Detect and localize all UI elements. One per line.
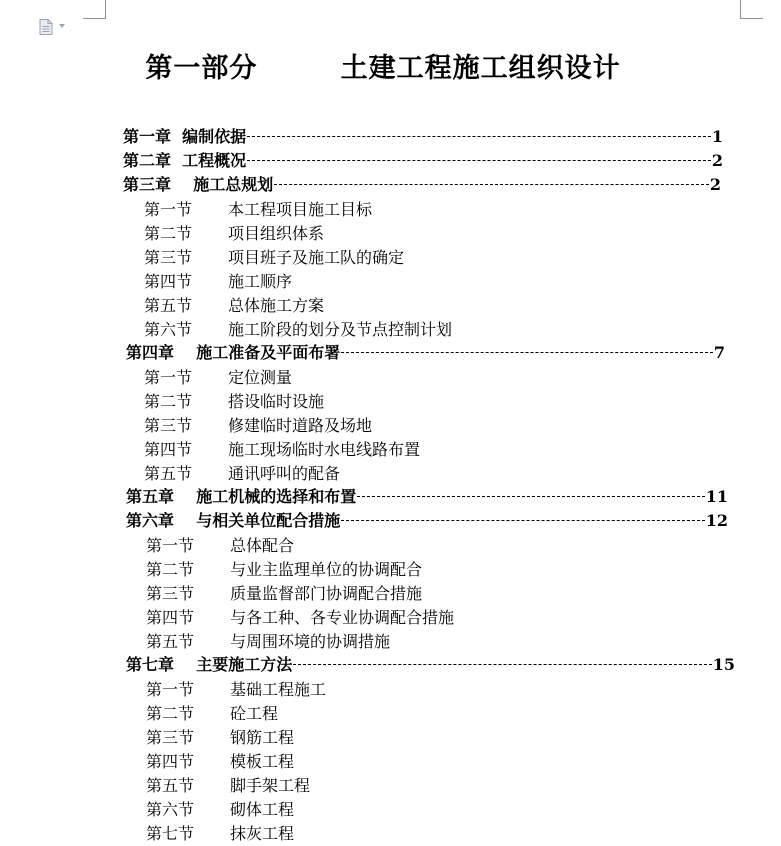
- toc-section-entry[interactable]: [146, 822, 294, 846]
- toc-leader-dashes: [274, 184, 709, 185]
- section-title: 总体配合: [230, 536, 295, 555]
- section-title: 项目组织体系: [228, 224, 325, 243]
- toc-chapter-entry[interactable]: [123, 125, 723, 149]
- toc-leader-dashes: [247, 136, 711, 137]
- toc-chapter-entry[interactable]: [126, 653, 735, 677]
- toc-section-entry[interactable]: [144, 390, 324, 414]
- toc-section-entry[interactable]: [146, 750, 294, 774]
- toc-section-entry[interactable]: [146, 702, 278, 726]
- section-title: 砌体工程: [230, 800, 295, 819]
- page-number: 2: [711, 151, 723, 170]
- section-number: 第二节: [144, 392, 193, 411]
- toc-section-entry[interactable]: [146, 534, 294, 558]
- section-number: 第六节: [146, 800, 195, 819]
- section-number: 第三节: [144, 248, 193, 267]
- toc-leader-dashes: [357, 496, 704, 497]
- section-number: 第五节: [144, 464, 193, 483]
- toc-section-entry[interactable]: [144, 366, 292, 390]
- toc-section-entry[interactable]: [144, 438, 420, 462]
- toc-section-entry[interactable]: [146, 798, 294, 822]
- page-number: 1: [711, 127, 723, 146]
- section-title: 钢筋工程: [230, 728, 295, 747]
- section-number: 第一节: [144, 368, 193, 387]
- toc-chapter-entry[interactable]: [126, 509, 728, 533]
- toc-section-entry[interactable]: [144, 270, 292, 294]
- chapter-title: 第五章 施工机械的选择和布置: [126, 487, 357, 506]
- chapter-title: 第三章 施工总规划: [123, 175, 274, 194]
- section-title: 与各工种、各专业协调配合措施: [230, 608, 455, 627]
- section-number: 第五节: [144, 296, 193, 315]
- toc-leader-dashes: [293, 664, 711, 665]
- section-title: 抹灰工程: [230, 824, 295, 843]
- page-number: 12: [705, 511, 728, 530]
- section-title: 通讯呼叫的配备: [228, 464, 341, 483]
- toc-chapter-entry[interactable]: [126, 341, 725, 365]
- section-number: 第四节: [146, 608, 195, 627]
- toc-section-entry[interactable]: [146, 630, 390, 654]
- toc-leader-dashes: [247, 160, 711, 161]
- toc-section-entry[interactable]: [144, 414, 372, 438]
- section-title: 模板工程: [230, 752, 295, 771]
- page-number: 11: [705, 487, 728, 506]
- chapter-title: 第六章 与相关单位配合措施: [126, 511, 341, 530]
- toc-section-entry[interactable]: [144, 246, 404, 270]
- section-number: 第二节: [144, 224, 193, 243]
- toc-section-entry[interactable]: [144, 462, 340, 486]
- chapter-title: 第二章 工程概况: [123, 151, 247, 170]
- section-title: 总体施工方案: [228, 296, 325, 315]
- section-number: 第五节: [146, 632, 195, 651]
- section-number: 第四节: [146, 752, 195, 771]
- toc-chapter-entry[interactable]: [123, 173, 721, 197]
- section-number: 第七节: [146, 824, 195, 843]
- toc-section-entry[interactable]: [146, 606, 454, 630]
- toc-section-entry[interactable]: [146, 582, 422, 606]
- section-number: 第三节: [144, 416, 193, 435]
- toc-section-entry[interactable]: [144, 318, 452, 342]
- section-number: 第二节: [146, 560, 195, 579]
- toc-chapter-entry[interactable]: [123, 149, 723, 173]
- toc-section-entry[interactable]: [146, 774, 310, 798]
- toc-section-entry[interactable]: [144, 198, 372, 222]
- document-title: 第一部分 土建工程施工组织设计: [145, 53, 621, 84]
- section-number: 第三节: [146, 584, 195, 603]
- document-icon[interactable]: [39, 19, 53, 35]
- toc-section-entry[interactable]: [144, 222, 324, 246]
- section-number: 第一节: [146, 536, 195, 555]
- section-number: 第三节: [146, 728, 195, 747]
- section-title: 与业主监理单位的协调配合: [230, 560, 423, 579]
- section-number: 第六节: [144, 320, 193, 339]
- section-title: 定位测量: [228, 368, 293, 387]
- toc-section-entry[interactable]: [146, 678, 326, 702]
- chapter-title: 第四章 施工准备及平面布署: [126, 343, 341, 362]
- toc-section-entry[interactable]: [144, 294, 324, 318]
- section-title: 基础工程施工: [230, 680, 327, 699]
- toc-leader-dashes: [341, 520, 704, 521]
- page-number: 7: [713, 343, 725, 362]
- section-number: 第一节: [146, 680, 195, 699]
- page-number: 2: [709, 175, 721, 194]
- crop-mark-top-left: [83, 0, 106, 19]
- chevron-down-icon[interactable]: [59, 24, 65, 28]
- page-number: 15: [712, 655, 735, 674]
- chapter-title: 第七章 主要施工方法: [126, 655, 293, 674]
- section-number: 第二节: [146, 704, 195, 723]
- section-title: 施工阶段的划分及节点控制计划: [228, 320, 453, 339]
- toc-leader-dashes: [341, 352, 713, 353]
- section-title: 与周围环境的协调措施: [230, 632, 391, 651]
- crop-mark-top-right: [740, 0, 763, 19]
- section-title: 修建临时道路及场地: [228, 416, 373, 435]
- section-title: 项目班子及施工队的确定: [228, 248, 405, 267]
- section-number: 第四节: [144, 440, 193, 459]
- section-title: 施工顺序: [228, 272, 293, 291]
- section-number: 第五节: [146, 776, 195, 795]
- toc-chapter-entry[interactable]: [126, 485, 728, 509]
- section-title: 施工现场临时水电线路布置: [228, 440, 421, 459]
- toc-section-entry[interactable]: [146, 726, 294, 750]
- chapter-title: 第一章 编制依据: [123, 127, 247, 146]
- section-title: 质量监督部门协调配合措施: [230, 584, 423, 603]
- section-number: 第四节: [144, 272, 193, 291]
- section-title: 脚手架工程: [230, 776, 311, 795]
- section-title: 本工程项目施工目标: [228, 200, 373, 219]
- section-title: 搭设临时设施: [228, 392, 325, 411]
- toc-section-entry[interactable]: [146, 558, 422, 582]
- section-number: 第一节: [144, 200, 193, 219]
- section-title: 砼工程: [230, 704, 279, 723]
